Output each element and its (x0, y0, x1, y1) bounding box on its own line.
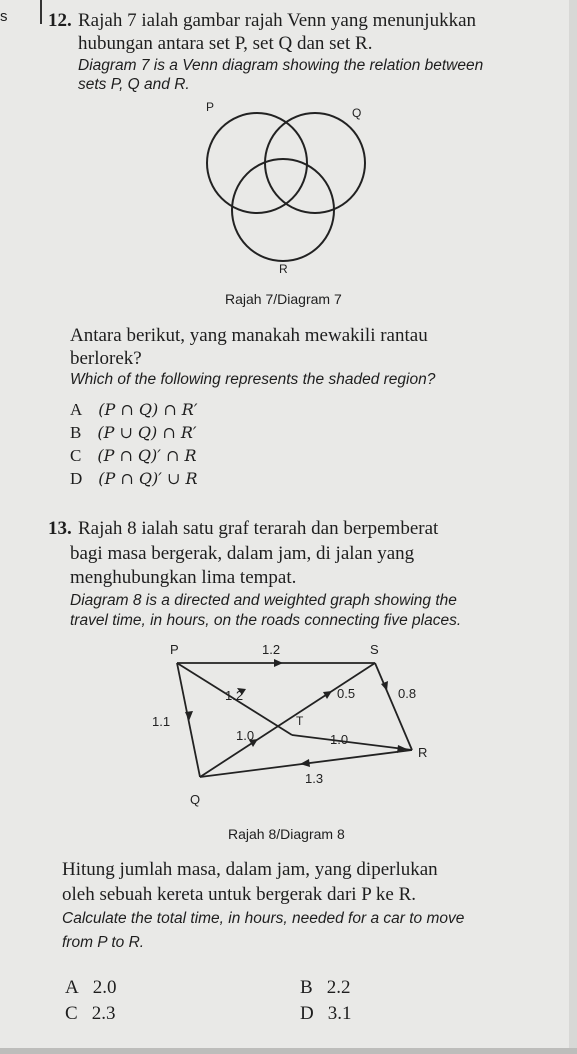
weight-r-q: 1.3 (305, 771, 324, 786)
edge-p-q-arrow (185, 711, 193, 721)
node-t: T (296, 714, 304, 728)
edge-s-r (375, 663, 412, 750)
q12-number: 12. (48, 10, 72, 31)
option-letter: C (70, 446, 82, 465)
page-tab-letter: s (0, 8, 8, 25)
q13-english-line1: Diagram 8 is a directed and weighted graph showing the (70, 592, 457, 609)
venn-label-q: Q (352, 106, 362, 120)
page-bottom-edge (0, 1048, 577, 1054)
q13-option-b[interactable] (300, 977, 350, 999)
option-expression: (P ∪ Q) ∩ R′ (97, 423, 197, 442)
weight-p-s: 1.2 (262, 642, 281, 657)
q13-question-malay-line1: Hitung jumlah masa, dalam jam, yang diperlukan (62, 859, 438, 880)
node-r: R (418, 745, 428, 760)
q13-option-d[interactable] (300, 1003, 351, 1025)
weight-s-r: 0.8 (398, 686, 417, 701)
q12-malay-line1: Rajah 7 ialah gambar rajah Venn yang menunjukkan (78, 10, 476, 31)
edge-s-r-arrow (381, 681, 388, 691)
edge-p-q (177, 663, 200, 777)
q13-malay-line1: Rajah 8 ialah satu graf terarah dan berpemberat (78, 518, 439, 539)
edge-t-r (292, 735, 412, 750)
node-p: P (170, 642, 179, 657)
option-letter: C (65, 1003, 78, 1024)
option-letter: B (300, 977, 313, 998)
weight-s-t: 0.5 (337, 686, 356, 701)
option-letter: A (65, 977, 79, 998)
venn-label-p: P (206, 100, 215, 114)
q13-question-malay-line2: oleh sebuah kereta untuk bergerak dari P ke R. (62, 884, 417, 905)
q13-malay-line3: menghubungkan lima tempat. (70, 567, 297, 588)
weight-q-t: 1.0 (236, 728, 255, 743)
q13-question-english-line2: from P to R. (62, 934, 145, 951)
weight-t-p: 1.2 (225, 688, 244, 703)
option-value: 2.2 (326, 977, 351, 998)
q12-question-malay-line2: berlorek? (70, 348, 142, 369)
q13-number: 13. (48, 518, 72, 539)
q12-caption: Rajah 7/Diagram 7 (225, 291, 342, 307)
edge-r-q-arrow (300, 759, 310, 767)
option-value: 2.3 (91, 1003, 116, 1024)
q13-english-line2: travel time, in hours, on the roads connecting five places. (70, 612, 462, 629)
option-letter: A (70, 400, 83, 419)
q12-malay-line2: hubungan antara set P, set Q dan set R. (78, 33, 373, 54)
q12-question-english: Which of the following represents the shaded region? (70, 371, 436, 388)
q13-caption: Rajah 8/Diagram 8 (228, 826, 345, 842)
option-expression: (P ∩ Q)′ ∪ R (98, 469, 198, 488)
weight-t-r: 1.0 (330, 732, 349, 747)
venn-label-r: R (279, 262, 288, 276)
option-letter: B (70, 423, 82, 442)
weight-p-q: 1.1 (152, 714, 171, 729)
page-right-edge (569, 0, 577, 1054)
edge-p-s-arrow (274, 659, 283, 667)
option-value: 2.0 (92, 977, 117, 998)
q13-option-a[interactable] (65, 977, 116, 999)
q12-english-line1: Diagram 7 is a Venn diagram showing the relation between (78, 57, 484, 74)
option-expression: (P ∩ Q) ∩ R′ (98, 400, 198, 419)
node-s: S (370, 642, 379, 657)
option-letter: D (300, 1003, 314, 1024)
q12-question-malay-line1: Antara berikut, yang manakah mewakili rantau (70, 325, 428, 346)
option-value: 3.1 (327, 1003, 352, 1024)
option-letter: D (70, 469, 83, 488)
q12-english-line2: sets P, Q and R. (78, 76, 190, 93)
q13-option-c[interactable] (65, 1003, 115, 1025)
q13-malay-line2: bagi masa bergerak, dalam jam, di jalan yang (70, 543, 415, 564)
q13-question-english-line1: Calculate the total time, in hours, needed for a car to move (62, 910, 465, 927)
node-q: Q (190, 792, 201, 807)
option-expression: (P ∩ Q)′ ∩ R (97, 446, 197, 465)
edge-q-t-s (200, 663, 375, 777)
